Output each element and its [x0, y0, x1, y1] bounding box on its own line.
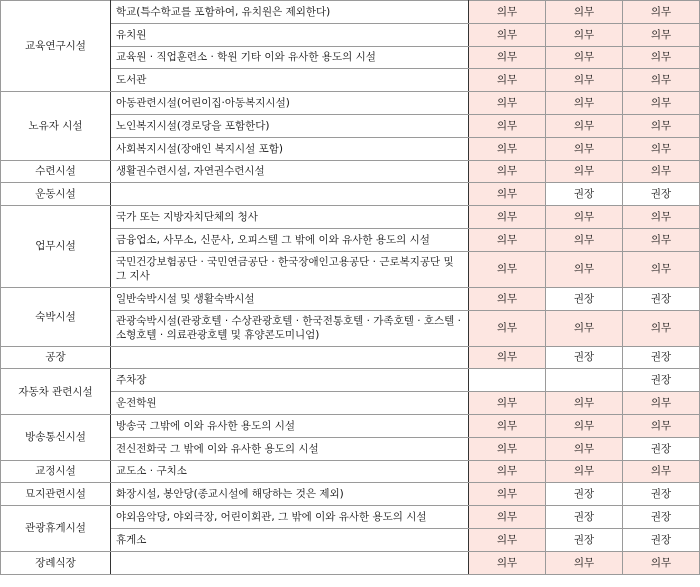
requirement-cell-3: 권장	[623, 369, 700, 392]
requirement-cell-1: 의무	[469, 528, 546, 551]
requirement-cell-3: 의무	[623, 46, 700, 69]
requirement-cell-2: 의무	[546, 414, 623, 437]
requirement-cell-2: 권장	[546, 483, 623, 506]
table-row	[1, 483, 700, 506]
facility-cell	[111, 346, 469, 369]
requirement-cell-1: 의무	[469, 346, 546, 369]
facility-cell: 휴게소	[111, 528, 469, 551]
requirement-cell-2: 권장	[546, 183, 623, 206]
category-cell: 업무시설	[1, 206, 111, 288]
facility-cell: 주차장	[111, 369, 469, 392]
table-body	[1, 1, 700, 575]
requirement-cell-2: 의무	[546, 551, 623, 574]
table-row	[1, 160, 700, 183]
table-row	[1, 414, 700, 437]
category-cell: 노유자 시설	[1, 92, 111, 160]
requirement-cell-3: 권장	[623, 483, 700, 506]
requirement-cell-1: 의무	[469, 23, 546, 46]
requirement-cell-3: 의무	[623, 114, 700, 137]
category-cell: 관광휴게시설	[1, 506, 111, 552]
requirement-cell-2: 의무	[546, 437, 623, 460]
facility-cell: 야외음악당, 야외극장, 어린이회관, 그 밖에 이와 유사한 용도의 시설	[111, 506, 469, 529]
requirement-cell-3: 의무	[623, 69, 700, 92]
category-cell: 묘지관련시설	[1, 483, 111, 506]
facility-cell: 교도소 · 구치소	[111, 460, 469, 483]
requirement-cell-3: 의무	[623, 310, 700, 346]
category-cell: 운동시설	[1, 183, 111, 206]
requirement-cell-3: 권장	[623, 346, 700, 369]
requirement-cell-2: 의무	[546, 92, 623, 115]
requirement-cell-2: 의무	[546, 392, 623, 415]
requirement-cell-2	[546, 369, 623, 392]
requirement-cell-1: 의무	[469, 460, 546, 483]
requirement-cell-1: 의무	[469, 92, 546, 115]
table-row	[1, 183, 700, 206]
requirement-cell-3: 권장	[623, 437, 700, 460]
facility-cell: 방송국 그밖에 이와 유사한 용도의 시설	[111, 414, 469, 437]
requirement-cell-1: 의무	[469, 551, 546, 574]
requirement-cell-2: 의무	[546, 160, 623, 183]
facility-cell: 유치원	[111, 23, 469, 46]
requirement-cell-2: 권장	[546, 346, 623, 369]
category-cell: 교육연구시설	[1, 1, 111, 92]
requirement-cell-1: 의무	[469, 137, 546, 160]
requirement-cell-3: 의무	[623, 251, 700, 287]
requirement-cell-1: 의무	[469, 483, 546, 506]
facility-cell: 금융업소, 사무소, 신문사, 오피스텔 그 밖에 이와 유사한 용도의 시설	[111, 228, 469, 251]
facility-cell: 노인복지시설(경로당을 포함한다)	[111, 114, 469, 137]
table-row	[1, 551, 700, 574]
requirement-cell-3: 의무	[623, 160, 700, 183]
requirement-cell-2: 의무	[546, 114, 623, 137]
category-cell: 장례식장	[1, 551, 111, 574]
category-cell: 숙박시설	[1, 287, 111, 346]
table-row	[1, 206, 700, 229]
table-row	[1, 506, 700, 529]
requirement-cell-3: 의무	[623, 1, 700, 24]
facility-cell	[111, 551, 469, 574]
table-row	[1, 92, 700, 115]
requirement-cell-1	[469, 369, 546, 392]
requirement-cell-2: 의무	[546, 69, 623, 92]
requirement-cell-1: 의무	[469, 287, 546, 310]
requirement-cell-2: 의무	[546, 23, 623, 46]
requirement-cell-1: 의무	[469, 228, 546, 251]
table-row	[1, 346, 700, 369]
requirement-cell-1: 의무	[469, 437, 546, 460]
facility-cell: 화장시설, 봉안당(종교시설에 해당하는 것은 제외)	[111, 483, 469, 506]
facility-cell: 학교(특수학교를 포함하여, 유치원은 제외한다)	[111, 1, 469, 24]
requirement-cell-2: 의무	[546, 46, 623, 69]
table-row	[1, 369, 700, 392]
requirement-cell-2: 의무	[546, 228, 623, 251]
requirement-cell-1: 의무	[469, 206, 546, 229]
category-cell: 방송통신시설	[1, 414, 111, 460]
requirement-cell-1: 의무	[469, 392, 546, 415]
facility-cell: 운전학원	[111, 392, 469, 415]
requirement-cell-1: 의무	[469, 183, 546, 206]
facility-cell	[111, 183, 469, 206]
requirement-cell-1: 의무	[469, 114, 546, 137]
category-cell: 수련시설	[1, 160, 111, 183]
table-row	[1, 287, 700, 310]
category-cell: 공장	[1, 346, 111, 369]
requirement-cell-1: 의무	[469, 1, 546, 24]
requirement-cell-3: 의무	[623, 137, 700, 160]
category-cell: 교정시설	[1, 460, 111, 483]
requirement-cell-2: 의무	[546, 460, 623, 483]
requirement-cell-3: 의무	[623, 92, 700, 115]
requirement-cell-3: 의무	[623, 414, 700, 437]
facility-cell: 아동관련시설(어린이집·아동복지시설)	[111, 92, 469, 115]
requirement-cell-3: 권장	[623, 287, 700, 310]
requirement-cell-3: 의무	[623, 23, 700, 46]
facility-cell: 일반숙박시설 및 생활숙박시설	[111, 287, 469, 310]
table-row	[1, 1, 700, 24]
requirement-cell-1: 의무	[469, 506, 546, 529]
requirement-cell-3: 의무	[623, 551, 700, 574]
requirement-cell-2: 의무	[546, 1, 623, 24]
requirement-cell-3: 권장	[623, 183, 700, 206]
facility-cell: 전신전화국 그 밖에 이와 유사한 용도의 시설	[111, 437, 469, 460]
requirement-cell-3: 의무	[623, 392, 700, 415]
facility-cell: 교육원 · 직업훈련소 · 학원 기타 이와 유사한 용도의 시설	[111, 46, 469, 69]
requirement-cell-2: 의무	[546, 310, 623, 346]
table-row	[1, 460, 700, 483]
requirement-cell-2: 권장	[546, 528, 623, 551]
requirement-cell-1: 의무	[469, 310, 546, 346]
facility-cell: 국민건강보험공단 · 국민연금공단 · 한국장애인고용공단 · 근로복지공단 및 그 지사	[111, 251, 469, 287]
requirement-cell-2: 권장	[546, 287, 623, 310]
facility-cell: 생활권수련시설, 자연권수련시설	[111, 160, 469, 183]
requirement-cell-2: 의무	[546, 137, 623, 160]
requirement-cell-1: 의무	[469, 160, 546, 183]
requirement-cell-2: 권장	[546, 506, 623, 529]
category-cell: 자동차 관련시설	[1, 369, 111, 415]
requirement-cell-2: 의무	[546, 251, 623, 287]
requirement-cell-1: 의무	[469, 251, 546, 287]
requirement-cell-3: 권장	[623, 506, 700, 529]
requirement-cell-1: 의무	[469, 69, 546, 92]
facility-cell: 국가 또는 지방자치단체의 청사	[111, 206, 469, 229]
facility-cell: 관광숙박시설(관광호텔 · 수상관광호텔 · 한국전통호텔 · 가족호텔 · 호스텔 · 소형호텔 · 의료관광호텔 및 휴양콘도미니엄)	[111, 310, 469, 346]
requirement-cell-3: 의무	[623, 460, 700, 483]
facility-cell: 사회복지시설(장애인 복지시설 포함)	[111, 137, 469, 160]
requirement-cell-3: 권장	[623, 528, 700, 551]
requirement-cell-2: 의무	[546, 206, 623, 229]
requirement-cell-1: 의무	[469, 46, 546, 69]
facility-cell: 도서관	[111, 69, 469, 92]
requirement-cell-3: 의무	[623, 206, 700, 229]
requirement-cell-3: 의무	[623, 228, 700, 251]
requirement-cell-1: 의무	[469, 414, 546, 437]
